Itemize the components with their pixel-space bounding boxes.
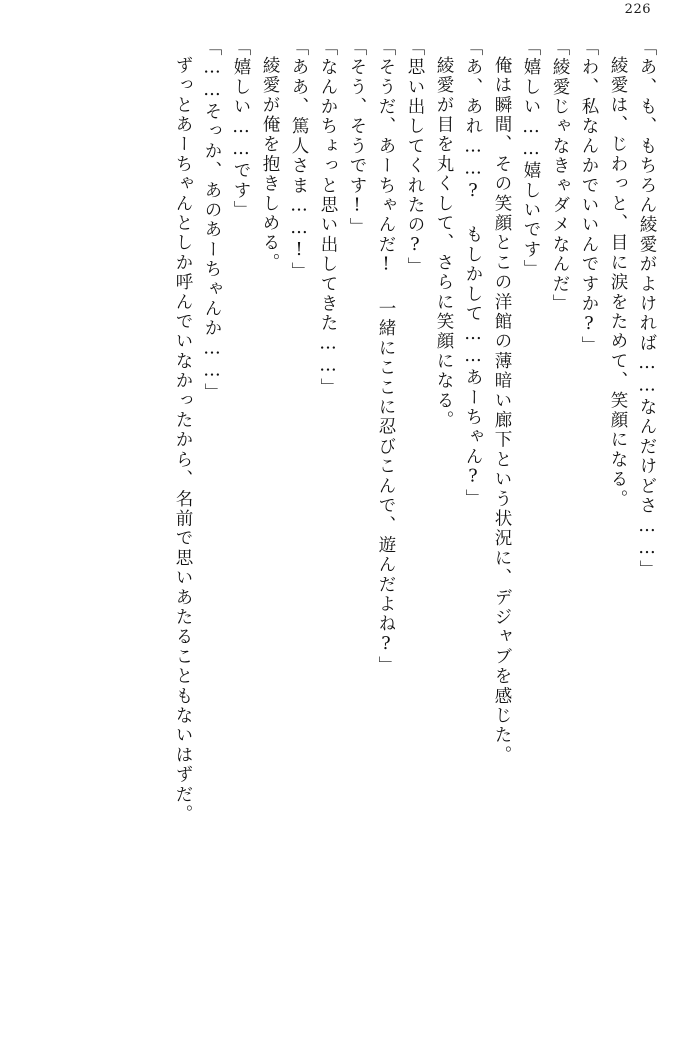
vertical-text-body xyxy=(22,38,655,1023)
text-line: 綾愛は、じわっと、目に涙をためて、笑顔になる。 xyxy=(608,56,628,510)
text-line: 「わ、私なんかでいいんですか?」 xyxy=(579,38,599,356)
text-line: 「ああ、篤人さま……!」 xyxy=(289,38,309,282)
text-line: 「思い出してくれたの?」 xyxy=(405,38,425,277)
text-line: 「綾愛じゃなきゃダメなんだ」 xyxy=(550,38,570,314)
text-line: 「嬉しい……嬉しいです」 xyxy=(521,38,541,280)
text-line: 綾愛が目を丸くして、さらに笑顔になる。 xyxy=(434,56,454,431)
text-line: 「そうだ、あーちゃんだ! 一緒にここに忍びこんで、遊んだよね?」 xyxy=(376,38,396,676)
text-line: 「……そっか、あのあーちゃんか……」 xyxy=(202,38,222,403)
text-line: 「あ、あれ……? もしかして……あーちゃん?」 xyxy=(463,38,483,509)
text-line: 綾愛が俺を抱きしめる。 xyxy=(260,56,280,273)
text-line: 「あ、も、もちろん綾愛がよければ……なんだけどさ……」 xyxy=(637,38,657,580)
text-line: 「そう、そうです!」 xyxy=(347,38,367,238)
text-line: 「嬉しい……です」 xyxy=(231,38,251,221)
text-line: 俺は瞬間、その笑顔とこの洋館の薄暗い廊下という状況に、デジャブを感じた。 xyxy=(492,56,512,766)
page-number: 226 xyxy=(624,2,651,17)
text-line: 「なんかちょっと思い出してきた……」 xyxy=(318,38,338,398)
text-line: ずっとあーちゃんとしか呼んでいなかったから、名前で思いあたることもないはずだ。 xyxy=(173,56,193,825)
